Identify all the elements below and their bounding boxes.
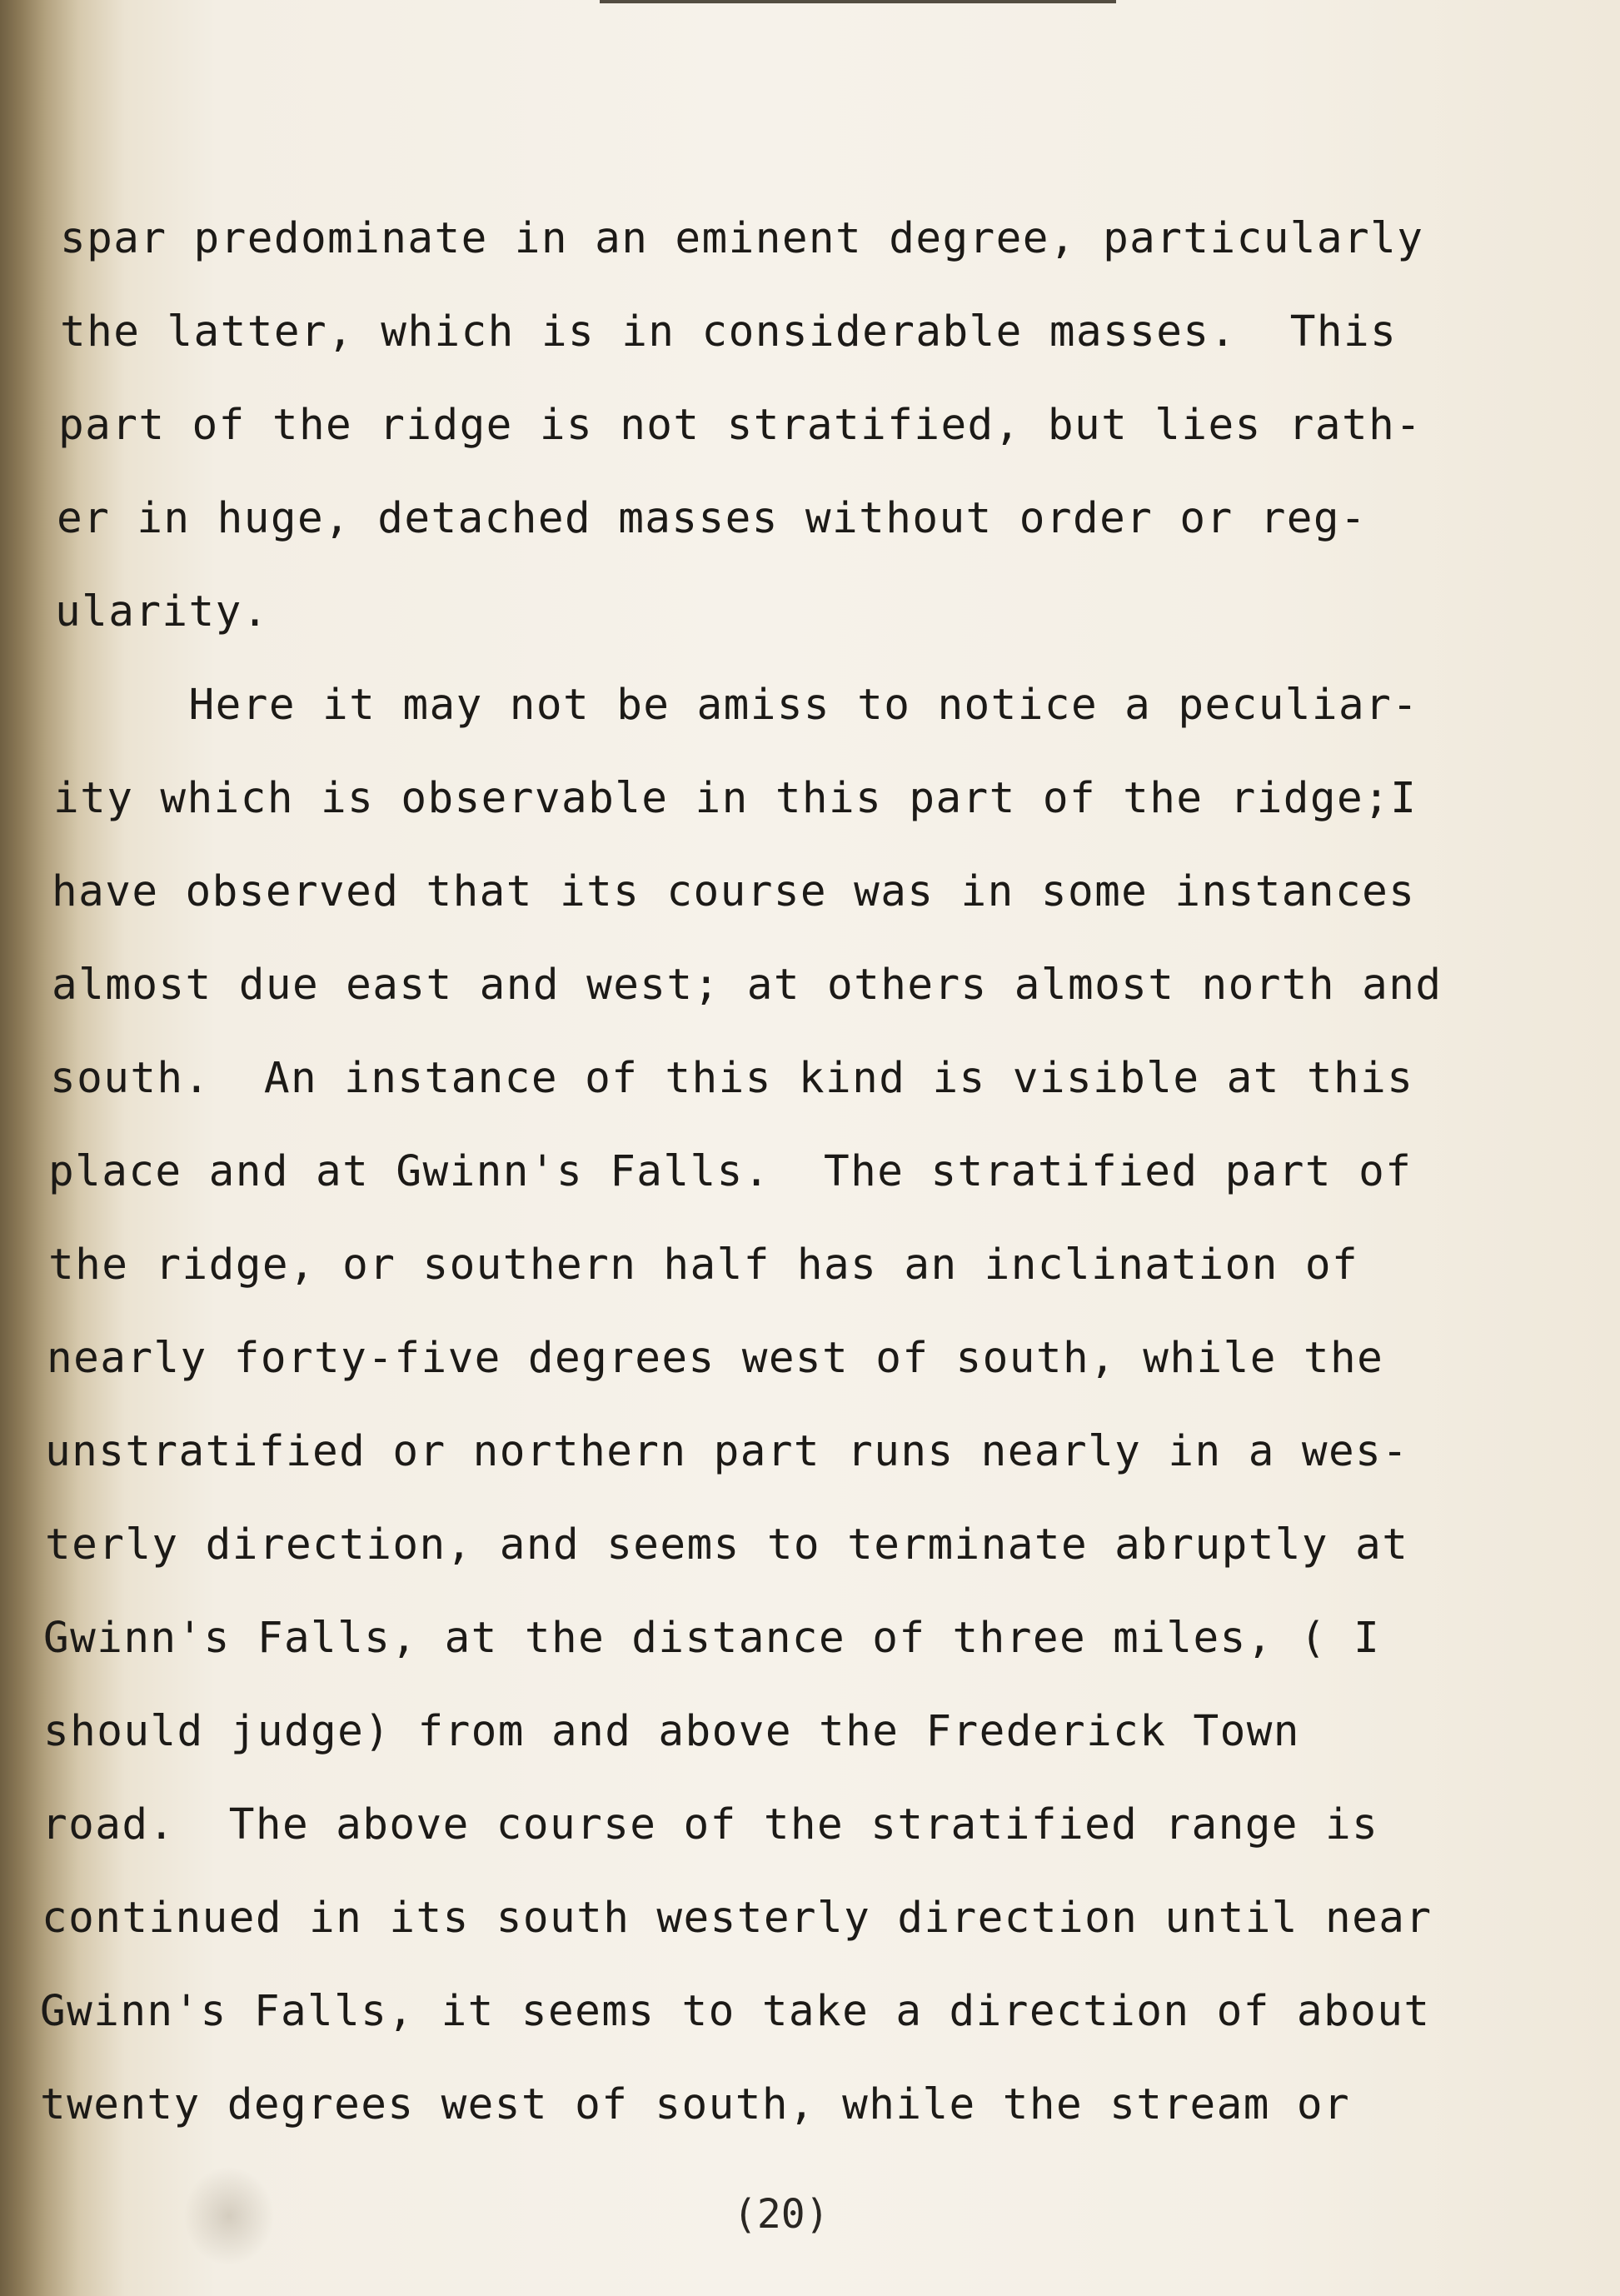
- text-line: south. An instance of this kind is visible at this: [50, 1054, 1414, 1103]
- text-line: ity which is observable in this part of the ridge;I: [53, 774, 1418, 823]
- text-line: the ridge, or southern half has an inclination of: [48, 1240, 1359, 1290]
- page-number: (20): [733, 2191, 830, 2238]
- text-line: er in huge, detached masses without order or reg-: [57, 494, 1368, 543]
- text-line: spar predominate in an eminent degree, particularly: [60, 214, 1424, 263]
- text-line: Here it may not be amiss to notice a peculiar-: [55, 681, 1419, 730]
- text-line: unstratified or northern part runs nearly in a wes-: [45, 1427, 1409, 1476]
- text-line: should judge) from and above the Frederick Town: [43, 1707, 1300, 1756]
- text-line: the latter, which is in considerable masses. This: [60, 307, 1398, 357]
- text-line: almost due east and west; at others almost north and: [52, 961, 1443, 1010]
- text-line: have observed that its course was in some instances: [52, 867, 1416, 916]
- text-line: ularity.: [55, 587, 269, 636]
- text-line: continued in its south westerly direction until near: [42, 1894, 1433, 1943]
- text-line: place and at Gwinn's Falls. The stratified part of: [48, 1147, 1413, 1196]
- text-line: twenty degrees west of south, while the stream or: [40, 2080, 1351, 2129]
- text-line: terly direction, and seems to terminate abruptly at: [45, 1520, 1409, 1570]
- text-line: nearly forty-five degrees west of south, while the: [47, 1334, 1384, 1383]
- text-line: Gwinn's Falls, at the distance of three miles, ( I: [43, 1614, 1381, 1663]
- text-line: road. The above course of the stratified range is: [42, 1800, 1379, 1849]
- text-line: Gwinn's Falls, it seems to take a direction of about: [40, 1987, 1431, 2036]
- text-line: part of the ridge is not stratified, but lies rath-: [58, 401, 1423, 450]
